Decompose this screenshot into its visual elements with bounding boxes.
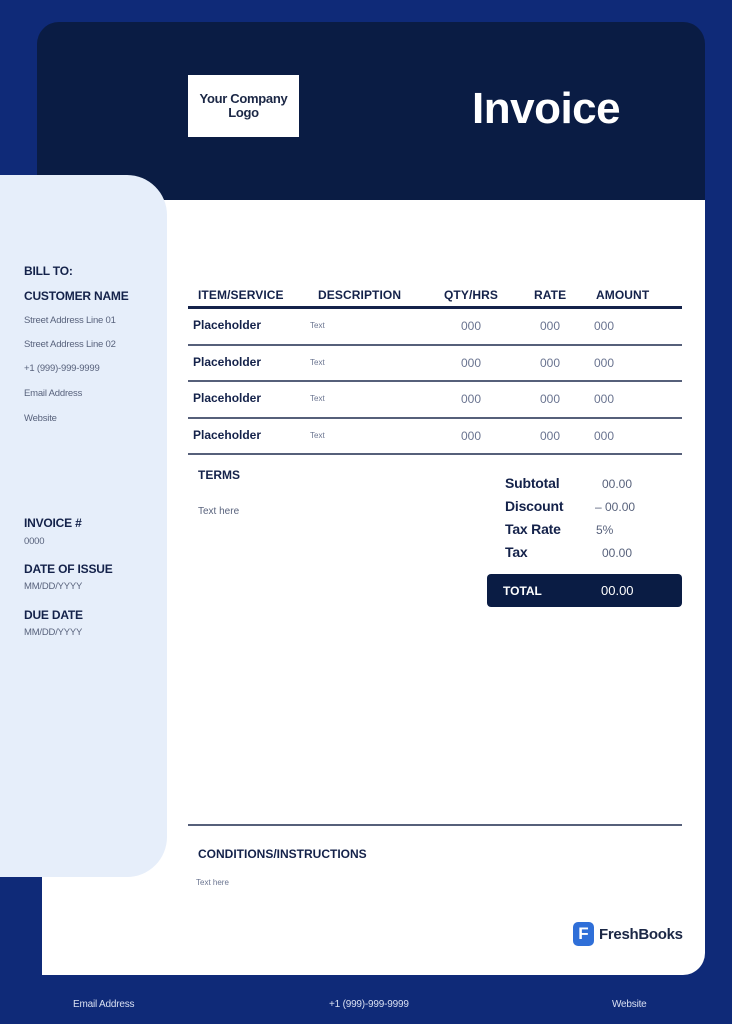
page-title: Invoice <box>472 84 621 133</box>
invoice-number[interactable]: 0000 <box>24 536 45 547</box>
table-row <box>188 419 682 456</box>
item-cell[interactable]: Placeholder <box>193 391 262 405</box>
total-value[interactable]: 00.00 <box>601 583 634 598</box>
rate-cell[interactable]: 000 <box>540 392 561 406</box>
qty-cell[interactable]: 000 <box>461 355 482 370</box>
item-cell[interactable]: Placeholder <box>193 318 262 332</box>
tax-rate-value[interactable]: 5% <box>596 523 614 537</box>
address-line-1[interactable]: Street Address Line 01 <box>24 315 116 326</box>
description-cell[interactable]: Text <box>310 430 325 440</box>
terms-text[interactable]: Text here <box>198 506 240 517</box>
conditions-divider <box>188 824 682 826</box>
customer-name[interactable]: CUSTOMER NAME <box>24 289 129 303</box>
bill-to-label: BILL TO: <box>24 264 73 278</box>
item-cell[interactable]: Placeholder <box>193 354 262 369</box>
address-line-2[interactable]: Street Address Line 02 <box>24 339 116 350</box>
table-row <box>188 346 682 383</box>
footer-website[interactable]: Website <box>612 999 647 1010</box>
customer-website[interactable]: Website <box>24 413 57 424</box>
line-items-table <box>188 280 682 455</box>
freshbooks-wordmark: FreshBooks <box>599 925 683 943</box>
description-cell[interactable]: Text <box>310 357 325 367</box>
qty-cell[interactable]: 000 <box>461 392 482 406</box>
rate-cell[interactable]: 000 <box>540 355 561 370</box>
customer-phone[interactable]: +1 (999)-999-9999 <box>24 363 100 374</box>
column-header-qty: QTY/HRS <box>444 288 499 302</box>
qty-cell[interactable]: 000 <box>461 428 482 443</box>
discount-label: Discount <box>505 498 564 514</box>
terms-label: TERMS <box>198 468 240 482</box>
due-date[interactable]: MM/DD/YYYY <box>24 627 83 638</box>
column-header-amount: AMOUNT <box>596 288 650 302</box>
description-cell[interactable]: Text <box>310 321 325 330</box>
discount-value[interactable]: – 00.00 <box>595 500 636 514</box>
table-row <box>188 382 682 419</box>
subtotal-value[interactable]: 00.00 <box>602 477 633 491</box>
qty-cell[interactable]: 000 <box>461 319 482 333</box>
tax-value[interactable]: 00.00 <box>602 546 633 560</box>
rate-cell[interactable]: 000 <box>540 319 561 333</box>
amount-cell[interactable]: 000 <box>594 392 615 406</box>
subtotal-label: Subtotal <box>505 475 560 491</box>
freshbooks-logo <box>573 922 683 946</box>
amount-cell[interactable]: 000 <box>594 355 615 370</box>
freshbooks-icon: F <box>573 922 594 946</box>
decorative-strip <box>0 877 42 975</box>
logo-line-2: Logo <box>228 105 259 120</box>
rate-cell[interactable]: 000 <box>540 428 561 443</box>
footer-phone[interactable]: +1 (999)-999-9999 <box>329 999 409 1010</box>
total-bar <box>487 574 682 607</box>
conditions-label: CONDITIONS/INSTRUCTIONS <box>198 847 367 861</box>
tax-rate-label: Tax Rate <box>505 521 561 537</box>
column-header-description: DESCRIPTION <box>318 288 402 302</box>
logo-line-1: Your Company <box>199 91 288 106</box>
column-header-rate: RATE <box>534 288 567 302</box>
conditions-text[interactable]: Text here <box>196 878 229 887</box>
total-label: TOTAL <box>503 584 542 598</box>
item-cell[interactable]: Placeholder <box>193 427 262 442</box>
amount-cell[interactable]: 000 <box>594 428 615 443</box>
table-row <box>188 309 682 346</box>
column-header-item: ITEM/SERVICE <box>198 288 284 302</box>
footer-email[interactable]: Email Address <box>73 999 135 1010</box>
due-date-label: DUE DATE <box>24 608 83 622</box>
description-cell[interactable]: Text <box>310 394 325 403</box>
table-header <box>188 280 682 309</box>
date-of-issue[interactable]: MM/DD/YYYY <box>24 581 83 592</box>
customer-email[interactable]: Email Address <box>24 388 83 399</box>
tax-label: Tax <box>505 544 528 560</box>
invoice-number-label: INVOICE # <box>24 516 82 530</box>
date-of-issue-label: DATE OF ISSUE <box>24 562 113 576</box>
amount-cell[interactable]: 000 <box>594 319 615 333</box>
company-logo-placeholder[interactable] <box>188 75 299 137</box>
invoice-header <box>37 22 705 200</box>
